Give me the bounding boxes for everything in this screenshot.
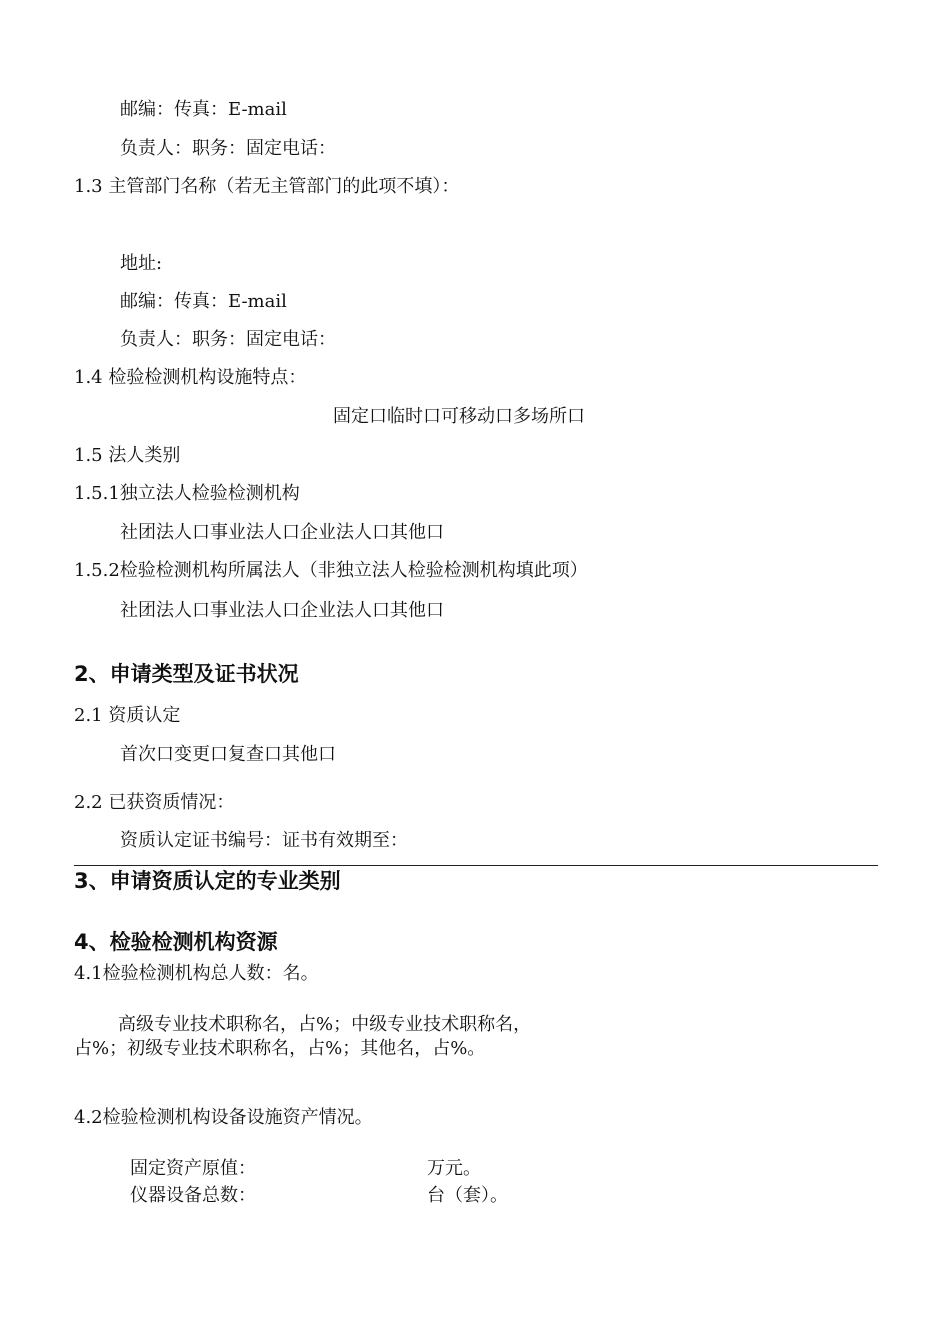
equipment-count-unit: 台（套）。 [427, 1185, 508, 1206]
equipment-count-label: 仪器设备总数： [130, 1185, 256, 1206]
contact-line-postcode-fax-email: 邮编：传真：E-mail [120, 99, 287, 120]
legal-person-type-options: 社团法人口事业法人口企业法人口其他口 [120, 522, 444, 543]
heading-2: 2、申请类型及证书状况 [74, 662, 299, 686]
fixed-asset-unit: 万元。 [427, 1158, 481, 1179]
section-4-1-title: 4.1检验检测机构总人数：名。 [74, 963, 319, 984]
divider-line [74, 865, 878, 866]
heading-4: 4、检验检测机构资源 [74, 930, 278, 954]
section-2-2-title: 2.2 已获资质情况： [74, 792, 235, 813]
section-1-5-title: 1.5 法人类别 [74, 445, 181, 466]
application-type-options: 首次口变更口复查口其他口 [120, 744, 336, 765]
staff-title-line-2: 占%；初级专业技术职称名，占%；其他名，占%。 [74, 1038, 486, 1059]
heading-3: 3、申请资质认定的专业类别 [74, 869, 341, 893]
section-2-1-title: 2.1 资质认定 [74, 705, 181, 726]
staff-title-line-1: 高级专业技术职称名，占%；中级专业技术职称名， [118, 1014, 532, 1035]
section-1-4-title: 1.4 检验检测机构设施特点： [74, 367, 307, 388]
dept-contact-line-postcode-fax-email: 邮编：传真：E-mail [120, 291, 287, 312]
section-1-5-1-title: 1.5.1独立法人检验检测机构 [74, 483, 300, 504]
section-4-2-title: 4.2检验检测机构设备设施资产情况。 [74, 1107, 373, 1128]
section-1-3-title: 1.3 主管部门名称（若无主管部门的此项不填）： [74, 176, 460, 197]
facility-type-options: 固定口临时口可移动口多场所口 [333, 406, 585, 427]
contact-line-head-position-phone: 负责人：职务：固定电话： [120, 138, 336, 159]
fixed-asset-label: 固定资产原值： [130, 1158, 256, 1179]
dept-contact-line-head-position-phone: 负责人：职务：固定电话： [120, 329, 336, 350]
parent-legal-person-type-options: 社团法人口事业法人口企业法人口其他口 [120, 600, 444, 621]
address-line: 地址: [120, 253, 163, 274]
section-1-5-2-title: 1.5.2检验检测机构所属法人（非独立法人检验检测机构填此项） [74, 560, 588, 581]
certificate-info-line: 资质认定证书编号：证书有效期至： [120, 830, 408, 851]
